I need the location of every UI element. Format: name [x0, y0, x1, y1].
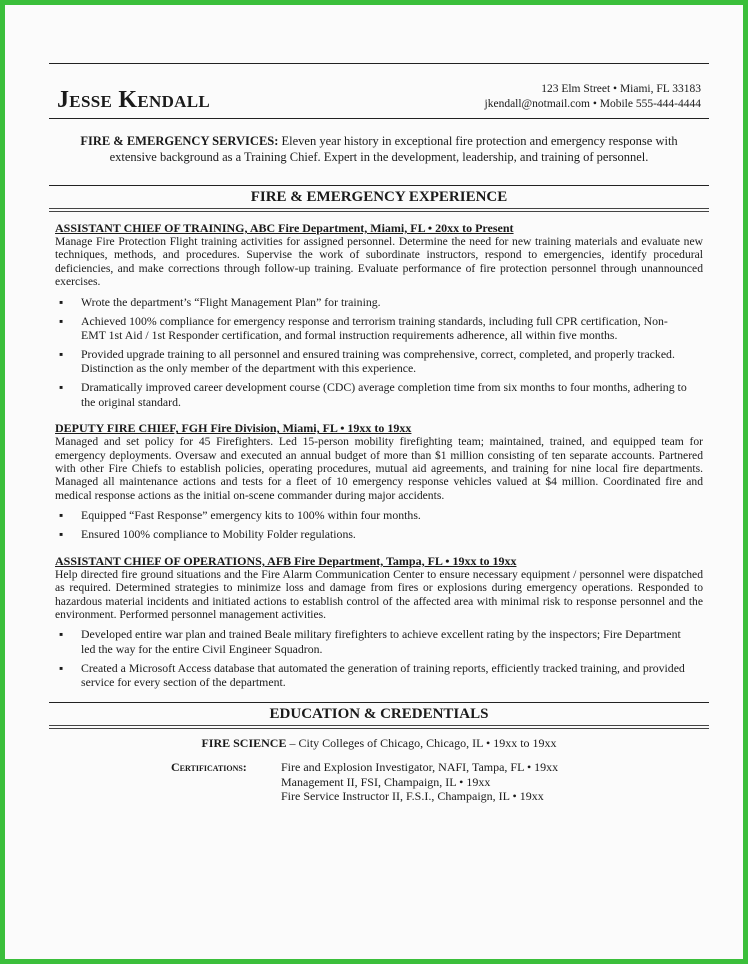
achievement-item	[55, 508, 703, 522]
certification-item: Fire Service Instructor II, F.S.I., Champaign, IL • 19xx	[281, 789, 544, 804]
job-title: DEPUTY FIRE CHIEF, FGH Fire Division, Miami, FL • 19xx to 19xx	[55, 421, 412, 436]
experience-heading: FIRE & EMERGENCY EXPERIENCE	[49, 185, 709, 209]
contact-address: 123 Elm Street • Miami, FL 33183	[541, 83, 701, 95]
achievement-text: Equipped “Fast Response” emergency kits to 100% within four months.	[81, 508, 421, 523]
degree-label: FIRE SCIENCE	[201, 735, 287, 750]
achievement-text: Ensured 100% compliance to Mobility Folder regulations.	[81, 527, 356, 542]
achievement-item	[55, 314, 703, 343]
contact-block	[485, 82, 701, 112]
job-description: Managed and set policy for 45 Firefighters. Led 15-person mobility firefighting team; maintained, trained, and equipped team for emergency deployments. Oversaw and executed an annual budget of more than $1 million consisting of ten separate accounts. Partnered with other Fire Chiefs to establish policies, operating procedures, mutual aid agreements, and training for nine local fire departments. Managed all maintenance actions and tests for a fleet of 10 emergency response vehicles valued at $4 million. Coordinated fire and medical response actions as the initial on-scene commander during major accidents.	[55, 435, 703, 502]
job-title: ASSISTANT CHIEF OF TRAINING, ABC Fire Department, Miami, FL • 20xx to Present	[55, 221, 514, 235]
bullet-icon: ▪	[59, 294, 64, 309]
achievement-text: Wrote the department’s “Flight Management Plan” for training.	[81, 294, 381, 309]
bullet-icon: ▪	[59, 380, 64, 395]
certifications-row	[49, 760, 709, 804]
profile-summary	[69, 133, 689, 165]
achievement-item	[55, 295, 703, 309]
job-achievements	[55, 508, 703, 541]
job-entry	[49, 221, 709, 409]
degree-text: – City Colleges of Chicago, Chicago, IL • 19xx to 19xx	[289, 735, 557, 750]
job-title: ASSISTANT CHIEF OF OPERATIONS, AFB Fire Department, Tampa, FL • 19xx to 19xx	[55, 553, 517, 568]
resume-header	[49, 64, 709, 112]
certifications-label: Certifications:	[171, 760, 247, 775]
bullet-icon: ▪	[59, 313, 64, 328]
job-achievements	[55, 295, 703, 410]
achievement-text: Achieved 100% compliance for emergency response and terrorism training standards, including full CPR certification, Non-EMT 1st Aid / 1st Responder certification, and formal instruction requirements adherence, all within five months.	[81, 313, 668, 343]
achievement-item	[55, 627, 703, 656]
job-achievements	[55, 627, 703, 689]
bullet-icon: ▪	[59, 527, 64, 542]
bullet-icon: ▪	[59, 660, 64, 675]
achievement-text: Provided upgrade training to all personnel and ensured training was comprehensive, correct, completed, and properly tracked. Distinction as the only member of the department with this experience.	[81, 347, 675, 376]
candidate-name: Jesse Kendall	[57, 87, 211, 113]
bullet-icon: ▪	[59, 627, 64, 642]
certifications-list	[281, 760, 558, 804]
contact-email-phone: jkendall@notmail.com • Mobile 555-444-4444	[484, 98, 701, 110]
achievement-text: Dramatically improved career development course (CDC) average completion time from six months to four months, adhering to the original standard.	[81, 380, 687, 409]
job-entry	[49, 421, 709, 541]
education-section	[49, 736, 709, 804]
certification-item: Management II, FSI, Champaign, IL • 19xx	[281, 774, 491, 789]
achievement-text: Developed entire war plan and trained Beale military firefighters to achieve excellent rating by the inspectors; Fire Department led the way for the entire Civil Engineer Squadron.	[81, 627, 681, 656]
job-description: Help directed fire ground situations and the Fire Alarm Communication Center to ensure necessary equipment / personnel were dispatched as required. Determined strategies to minimize loss and damage from fires or explosions during emergency operations. Responded to hazardous material incidents and initiated actions to establish control of the affected area with minimal risk to response personnel and the environment. Performed personnel management activities.	[55, 567, 703, 621]
achievement-text: Created a Microsoft Access database that automated the generation of training reports, efficiently tracked training, and provided service for every section of the department.	[81, 660, 685, 690]
achievement-item	[55, 347, 703, 376]
job-description: Manage Fire Protection Flight training activities for assigned personnel. Determine the need for new training materials and evaluate new techniques, methods, and procedures. Supervise the work of subordinate instructors, respond to emergencies, identify procedural deficiencies, and make corrections through follow-up training. Evaluate performance of fire protection personnel through unannounced exercises.	[55, 235, 703, 289]
achievement-item	[55, 380, 703, 409]
achievement-item	[55, 527, 703, 541]
summary-text: Eleven year history in exceptional fire protection and emergency response with extensive background as a Training Chief. Expert in the development, leadership, and training of personnel.	[109, 134, 678, 164]
bullet-icon: ▪	[59, 347, 64, 362]
bullet-icon: ▪	[59, 508, 64, 523]
resume-page	[49, 63, 709, 804]
certification-item: Fire and Explosion Investigator, NAFI, Tampa, FL • 19xx	[281, 760, 559, 775]
education-heading: EDUCATION & CREDENTIALS	[49, 702, 709, 726]
job-entry	[49, 554, 709, 690]
header-bottom-rule	[49, 118, 709, 119]
achievement-item	[55, 661, 703, 690]
degree-row	[49, 736, 709, 751]
summary-lead: FIRE & EMERGENCY SERVICES:	[80, 134, 279, 148]
